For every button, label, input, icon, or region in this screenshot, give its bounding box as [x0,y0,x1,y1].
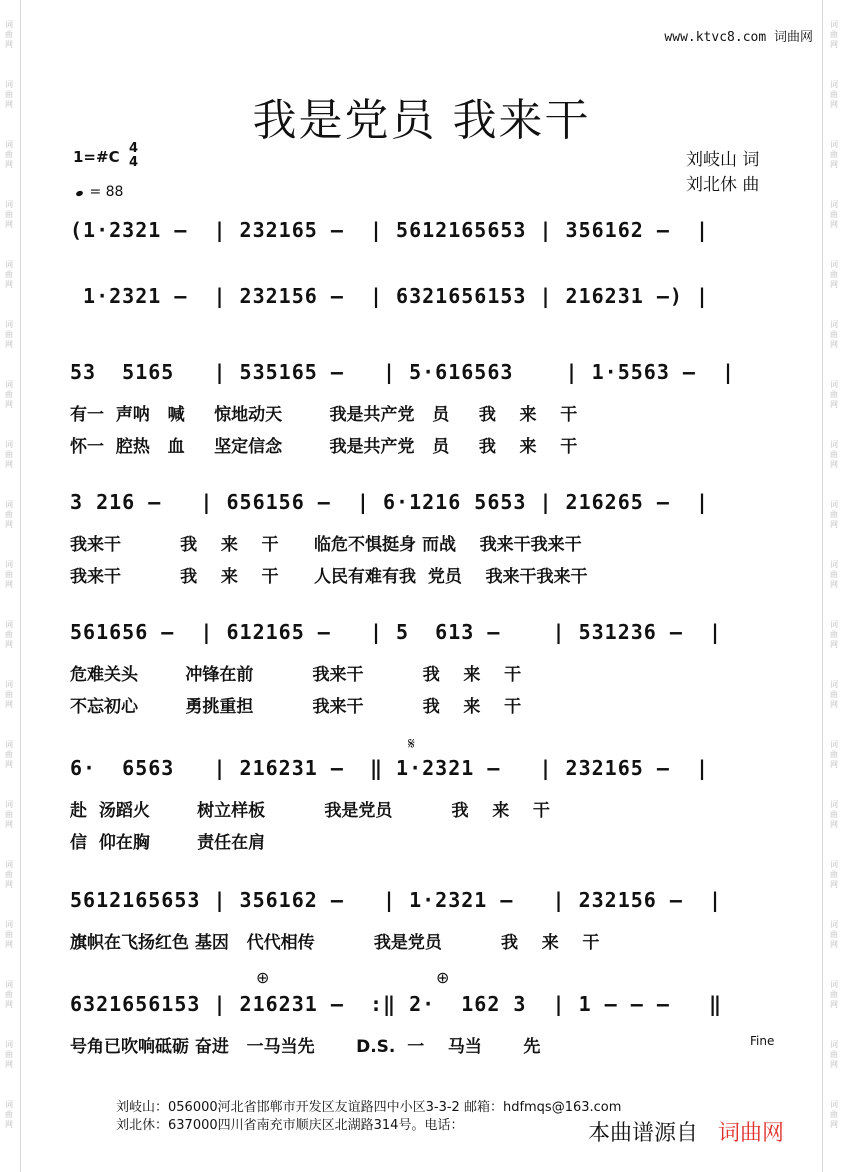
key-signature [73,141,139,170]
watermark-text: 词 曲 网 [5,560,13,589]
coda-icon-2: ⊕ [436,968,450,987]
watermark-text: 词 曲 网 [830,20,838,49]
watermark-text: 词 曲 网 [830,200,838,229]
watermark-text: 词 曲 网 [5,440,13,469]
watermark-text: 词 曲 网 [5,500,13,529]
lyric-line: 旗帜在飞扬红色 基因 代代相传 我是党员 我 来 干 [70,933,600,953]
score-line: 561656 – | 612165 – | 5 613 – | 531236 – | [70,620,723,644]
lyric-line: 我来干 我 来 干 人民有难有我 党员 我来干我来干 [70,567,588,587]
lyric-line: 信 仰在胸 责任在肩 [70,833,266,853]
watermark-text: 词 曲 网 [830,140,838,169]
watermark-text: 词 曲 网 [830,380,838,409]
tempo-value: = 88 [89,184,124,200]
lyric-line: 赴 汤蹈火 树立样板 我是党员 我 来 干 [70,801,550,821]
source-label: 本曲谱源自 [588,1121,699,1146]
watermark-text: 词 曲 网 [5,800,13,829]
score-line: (1·2321 – | 232165 – | 5612165653 | 356162 – | [70,218,710,242]
coda-icon-1: ⊕ [256,968,270,987]
watermark-text: 词 曲 网 [5,260,13,289]
watermark-text: 词 曲 网 [5,860,13,889]
fine-mark: Fine [750,1034,775,1048]
score-line: 53 5165 | 535165 – | 5·616563 | 1·5563 – | [70,360,736,384]
watermark-text: 词 曲 网 [830,800,838,829]
right-margin-watermark [825,0,843,1172]
watermark-text: 词 曲 网 [5,200,13,229]
watermark-text: 词 曲 网 [830,320,838,349]
watermark-text: 词 曲 网 [830,560,838,589]
source-credit [588,1116,784,1147]
watermark-text: 词 曲 网 [5,1100,13,1129]
lyric-line: 怀一 腔热 血 坚定信念 我是共产党 员 我 来 干 [70,437,578,457]
source-brand[interactable]: 词曲网 [718,1121,785,1146]
watermark-text: 词 曲 网 [5,740,13,769]
lyric-line: 不忘初心 勇挑重担 我来干 我 来 干 [70,697,522,717]
lyric-line: 我来干 我 来 干 临危不惧挺身 而战 我来干我来干 [70,535,582,555]
watermark-text: 词 曲 网 [5,80,13,109]
score-line: 6· 6563 | 216231 – ‖ 1·2321 – | 232165 – | [70,756,710,780]
lyric-line: 号角已吹响砥砺 奋进 一马当先 D.S. 一 马当 先 [70,1037,541,1057]
left-margin-watermark [0,0,18,1172]
watermark-text: 词 曲 网 [830,260,838,289]
right-margin-rule [822,0,823,1172]
watermark-text: 词 曲 网 [830,920,838,949]
watermark-text: 词 曲 网 [830,1100,838,1129]
watermark-text: 词 曲 网 [5,140,13,169]
left-margin-rule [20,0,21,1172]
watermark-text: 词 曲 网 [5,320,13,349]
watermark-text: 词 曲 网 [830,620,838,649]
footer-line-2: 刘北休：637000四川省南充市顺庆区北湖路314号。电话： [116,1118,464,1133]
segno-icon: 𝄋 [408,734,415,753]
time-top: 4 [129,141,139,156]
key-label: 1=#C [73,148,120,166]
watermark-text: 词 曲 网 [830,80,838,109]
lyricist-credit: 刘岐山 词 [686,150,760,170]
watermark-text: 词 曲 网 [830,500,838,529]
score-line: 1·2321 – | 232156 – | 6321656153 | 216231 –) | [70,284,710,308]
tempo-marking [76,184,123,200]
watermark-text: 词 曲 网 [5,20,13,49]
score-line: 6321656153 | 216231 – :‖ 2· 162 3 | 1 – – – ‖ [70,992,723,1016]
watermark-text: 词 曲 网 [830,980,838,1009]
site-url[interactable]: www.ktvc8.com 词曲网 [664,30,813,45]
quarter-note-icon [75,190,83,197]
watermark-text: 词 曲 网 [830,1040,838,1069]
watermark-text: 词 曲 网 [830,860,838,889]
lyric-line: 有一 声呐 喊 惊地动天 我是共产党 员 我 来 干 [70,405,578,425]
watermark-text: 词 曲 网 [5,380,13,409]
score-line: 5612165653 | 356162 – | 1·2321 – | 232156 – | [70,888,723,912]
score-line: 3 216 – | 656156 – | 6·1216 5653 | 216265 – | [70,490,710,514]
watermark-text: 词 曲 网 [5,620,13,649]
watermark-text: 词 曲 网 [5,980,13,1009]
watermark-text: 词 曲 网 [830,440,838,469]
time-signature [129,142,138,170]
watermark-text: 词 曲 网 [5,680,13,709]
footer-line-1: 刘岐山：056000河北省邯郸市开发区友谊路四中小区3-3-2 邮箱：hdfmqs@163.com [116,1100,622,1115]
watermark-text: 词 曲 网 [5,920,13,949]
watermark-text: 词 曲 网 [5,1040,13,1069]
time-bottom: 4 [129,155,139,170]
lyric-line: 危难关头 冲锋在前 我来干 我 来 干 [70,665,522,685]
watermark-text: 词 曲 网 [830,740,838,769]
page-title: 我是党员 我来干 [252,95,591,146]
composer-credit: 刘北休 曲 [686,175,760,195]
watermark-text: 词 曲 网 [830,680,838,709]
